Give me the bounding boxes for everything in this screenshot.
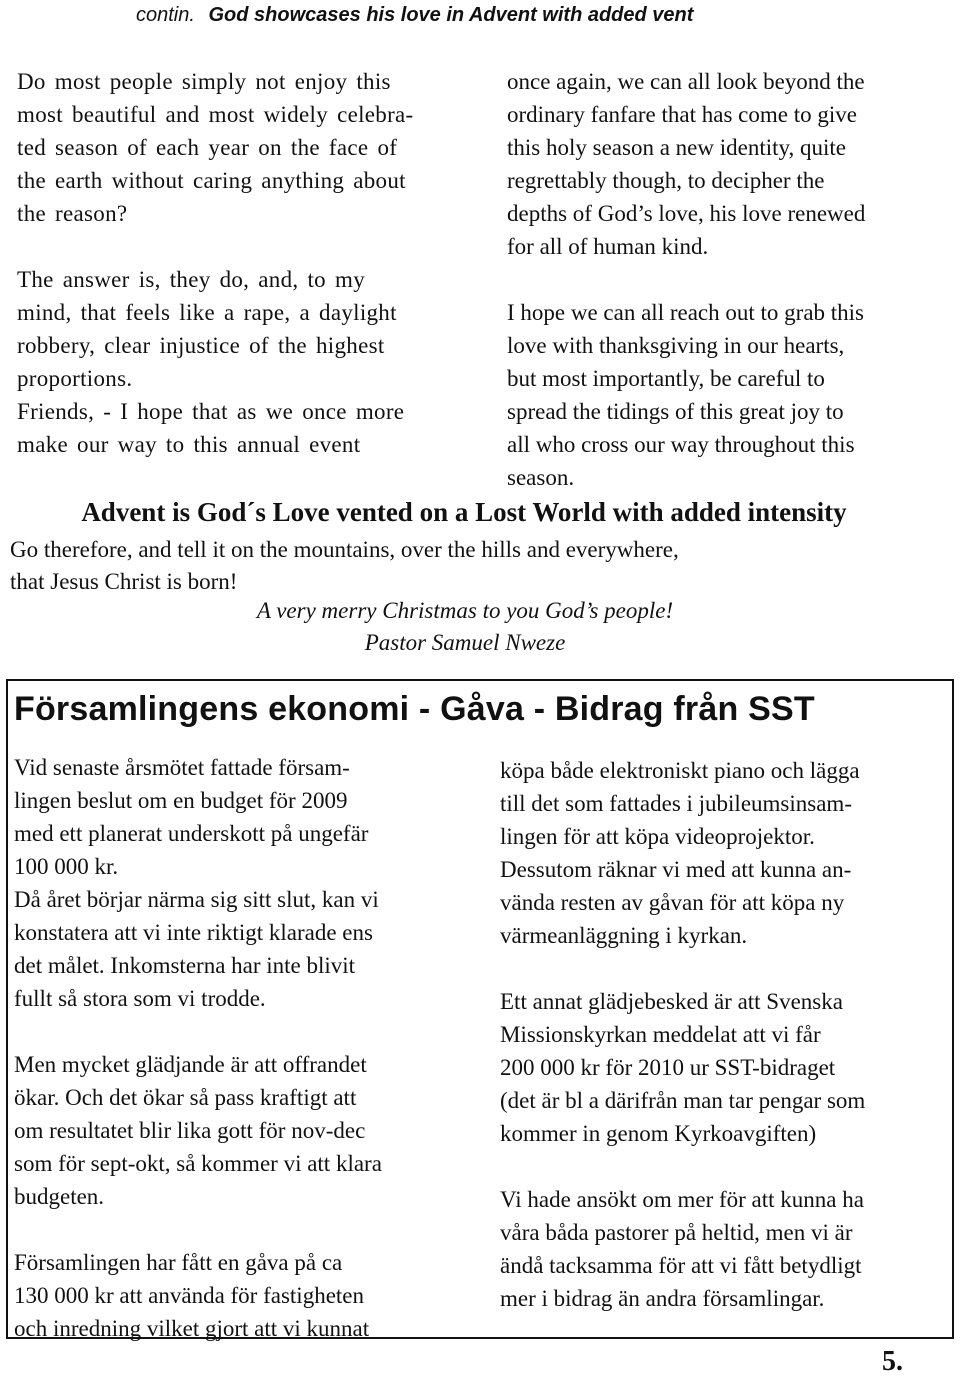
text-line: regrettably though, to decipher the	[507, 168, 825, 193]
text-line: that Jesus Christ is born!	[10, 569, 238, 594]
text-line: lingen för att köpa videoprojektor.	[500, 824, 815, 849]
text-line: Go therefore, and tell it on the mountains, over the hills and everywhere,	[10, 537, 679, 562]
page-number: 5.	[882, 1346, 903, 1377]
text-line: Vi hade ansökt om mer för att kunna ha	[500, 1187, 864, 1212]
text-line: Församlingen har fått en gåva på ca	[14, 1250, 343, 1275]
text-line: I hope we can all reach out to grab this	[507, 300, 865, 325]
text-line: ändå tacksamma för att vi fått betydligt	[500, 1253, 862, 1278]
text-line: till det som fattades i jubileumsinsam-	[500, 791, 852, 816]
paragraph	[17, 263, 445, 395]
paragraph	[14, 1246, 442, 1345]
text-line: köpa både elektroniskt piano och lägga	[500, 758, 860, 783]
text-line: med ett planerat underskott på ungefär	[14, 821, 369, 846]
text-line: once again, we can all look beyond the	[507, 69, 865, 94]
text-line: season.	[507, 465, 575, 490]
page-header	[136, 4, 916, 27]
text-line: The answer is, they do, and, to my	[17, 267, 366, 292]
text-line: och inredning vilket gjort att vi kunnat	[14, 1316, 370, 1341]
text-line: Dessutom räknar vi med att kunna an-	[500, 857, 852, 882]
text-line: 200 000 kr för 2010 ur SST-bidraget	[500, 1055, 836, 1080]
text-line: Do most people simply not enjoy this	[17, 69, 391, 94]
text-line: fullt så stora som vi trodde.	[14, 986, 266, 1011]
text-line: love with thanksgiving in our hearts,	[507, 333, 845, 358]
text-line: ordinary fanfare that has come to give	[507, 102, 857, 127]
text-line: for all of human kind.	[507, 234, 709, 259]
advent-body	[10, 534, 910, 598]
text-line: mind, that feels like a rape, a daylight	[17, 300, 397, 325]
box-article-title: Församlingens ekonomi - Gåva - Bidrag från SST	[14, 690, 815, 728]
text-line: the reason?	[17, 201, 128, 226]
text-line: Vid senaste årsmötet fattade försam-	[14, 755, 350, 780]
paragraph	[500, 1183, 926, 1315]
box-left-column	[14, 751, 442, 1345]
paragraph	[500, 985, 926, 1150]
paragraph	[507, 296, 931, 494]
text-line: ted season of each year on the face of	[17, 135, 398, 160]
text-line: proportions.	[17, 366, 133, 391]
text-line: om resultatet blir lika gott för nov-dec	[14, 1118, 366, 1143]
paragraph	[17, 65, 445, 230]
text-line: lingen beslut om en budget för 2009	[14, 788, 348, 813]
text-line: kommer in genom Kyrkoavgiften)	[500, 1121, 817, 1146]
text-line: Missionskyrkan meddelat att vi får	[500, 1022, 821, 1047]
paragraph	[14, 751, 442, 883]
paragraph	[14, 1048, 442, 1213]
text-line: 130 000 kr att använda för fastigheten	[14, 1283, 364, 1308]
text-line: konstatera att vi inte riktigt klarade ens	[14, 920, 373, 945]
text-line: Då året börjar närma sig sitt slut, kan vi	[14, 887, 379, 912]
text-line: most beautiful and most widely celebra-	[17, 102, 414, 127]
paragraph	[17, 395, 445, 461]
text-line: but most importantly, be careful to	[507, 366, 825, 391]
paragraph	[14, 883, 442, 1015]
text-line: depths of God’s love, his love renewed	[507, 201, 866, 226]
advent-heading: Advent is God´s Love vented on a Lost World with added intensity	[81, 497, 847, 527]
text-line: Ett annat glädjebesked är att Svenska	[500, 989, 843, 1014]
article-title: God showcases his love in Advent with added vent	[208, 4, 694, 26]
text-line: (det är bl a därifrån man tar pengar som	[500, 1088, 866, 1113]
text-line: våra båda pastorer på heltid, men vi är	[500, 1220, 853, 1245]
text-line: robbery, clear injustice of the highest	[17, 333, 385, 358]
text-line: Friends, - I hope that as we once more	[17, 399, 405, 424]
paragraph	[500, 853, 926, 952]
text-line: all who cross our way throughout this	[507, 432, 855, 457]
text-line: värmeanläggning i kyrkan.	[500, 923, 748, 948]
text-line: 100 000 kr.	[14, 854, 119, 879]
text-line: ökar. Och det ökar så pass kraftigt att	[14, 1085, 357, 1110]
text-line: Men mycket glädjande är att offrandet	[14, 1052, 367, 1077]
text-line: som för sept-okt, så kommer vi att klara	[14, 1151, 382, 1176]
christmas-greeting: A very merry Christmas to you God’s people!	[256, 598, 674, 623]
continued-label: contin.	[136, 4, 195, 26]
text-line: budgeten.	[14, 1184, 105, 1209]
author-signature: Pastor Samuel Nweze	[364, 630, 566, 655]
text-line: det målet. Inkomsterna har inte blivit	[14, 953, 356, 978]
article-right-column	[507, 65, 931, 494]
paragraph	[500, 754, 926, 853]
article-left-column	[17, 65, 445, 461]
text-line: this holy season a new identity, quite	[507, 135, 846, 160]
text-line: mer i bidrag än andra församlingar.	[500, 1286, 825, 1311]
text-line: make our way to this annual event	[17, 432, 361, 457]
box-right-column	[500, 754, 926, 1315]
text-line: spread the tidings of this great joy to	[507, 399, 844, 424]
text-line: the earth without caring anything about	[17, 168, 406, 193]
text-line: vända resten av gåvan för att köpa ny	[500, 890, 845, 915]
paragraph	[507, 65, 931, 263]
